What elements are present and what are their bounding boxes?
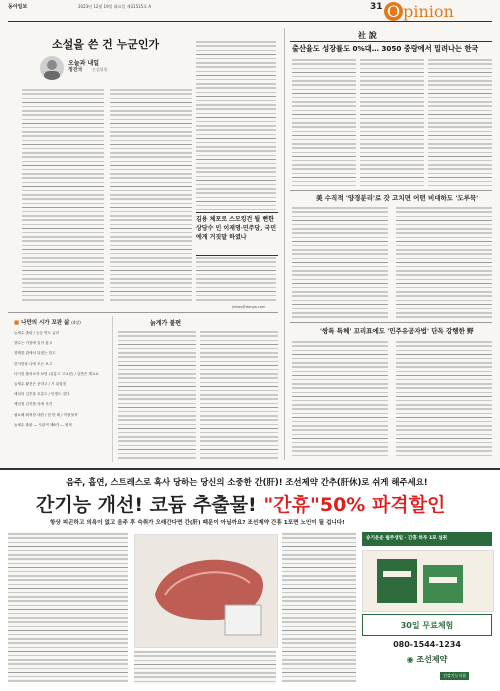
editorial-1-col2 [360, 58, 424, 186]
editorial-3-col2 [396, 340, 492, 456]
poll-bullet-icon: ■ [14, 320, 20, 326]
newspaper-logo: 동아일보 [8, 4, 28, 10]
author-name: 정진국 [68, 67, 83, 73]
ad-product-image [362, 550, 494, 612]
product-box-icon [363, 551, 493, 611]
editorial-1-col3 [428, 58, 492, 186]
list-item: 늘세수 출판 / 등등 연도 글리 [14, 331, 60, 335]
author-portrait-icon [40, 56, 64, 80]
liver-icon [135, 535, 277, 647]
ad-headline-b: "간휴" [263, 494, 320, 516]
ad-headline-c: 50% 파격할인 [319, 494, 446, 516]
ad-liver-illustration [134, 534, 278, 648]
column-title: 소설을 쓴 건 누군인가 [52, 38, 160, 51]
list-item: 향태를 뭐에서 뒤짚는 함고 [14, 351, 56, 356]
sidebar-divider [112, 316, 113, 462]
editorial-rule [290, 41, 492, 42]
editorial-label: 社 說 [358, 30, 377, 40]
ad-headline [36, 490, 445, 517]
page-header [0, 0, 500, 22]
opinion-o-icon: O [384, 2, 403, 21]
column-pull-quote: 김용 체포로 스모킹건 될 뻔한 상당수 인 이재명·민주당, 국민에게 거짓말 하였나 [196, 212, 278, 256]
poll-count: (4장) [71, 320, 81, 325]
ad-body-text-2 [134, 650, 276, 684]
section-title-opinion [384, 2, 454, 21]
essay-title: 늙게가 붙편 [150, 320, 182, 327]
ad-brand-text: 조선제약 [416, 655, 448, 664]
editorial-2-col2 [396, 206, 492, 318]
health-food-badge: 건강기능식품 [440, 672, 469, 680]
poll-list [14, 328, 110, 430]
editorial-3-col1 [292, 340, 388, 456]
editorial-separator-2 [290, 322, 492, 323]
lower-rule [8, 312, 278, 313]
header-rule [8, 21, 492, 22]
author-label: 오늘과 내일 [68, 60, 100, 67]
editorial-2-col1 [292, 206, 388, 318]
ad-subline: 항상 피곤하고 의욕이 없고 음주 후 숙취가 오래간다면 간(肝) 때문이 아닐까요? 조선제약 간휴 1포면 노인이 될 겁니다! [50, 520, 345, 526]
author-email: jinkoo@donga.com [232, 305, 266, 309]
free-trial-button[interactable]: 30일 무료체험 [362, 614, 492, 636]
ad-body-text-3 [282, 532, 356, 682]
essay-body-col1 [118, 330, 196, 460]
column-body-col2 [110, 88, 192, 302]
issue-date: 2023년 12월 19일 화요일 제31515호 A [78, 4, 152, 9]
column-body-col4 [196, 256, 276, 302]
poll-heading [14, 318, 81, 326]
list-item: 향수는 가장에 일이 붐고 [14, 341, 53, 346]
list-item: 늘세수 활전은 문하고 / 기 위험점 [14, 382, 67, 387]
list-item: 제일정 김룩를 의에 사건 [14, 402, 53, 407]
list-item: 한사랑을 나에 모든 보고 [14, 361, 53, 366]
list-item: 늘세수 출판 — 사관적 제6각 — 원작 [14, 422, 72, 427]
editorial-1-col1 [292, 58, 356, 186]
list-item: 다시한 출의보자 보텀 (유흥고 고교문) / 일반은 계교요 [14, 371, 99, 376]
ad-price-note: 송기운운 월주생일 · 간휴 하루 1포 섭취 [362, 532, 492, 546]
author-title: 논설위원 [92, 67, 108, 72]
list-item: 매일의 김후을 호흥도 / 인명도 것다 [14, 392, 70, 397]
ad-headline-a: 간기능 개선! 코듐 추출물! [36, 494, 264, 516]
ad-top-line: 음주, 흡연, 스트레스로 혹사 당하는 당신의 소중한 간(肝)! 조선제약 간추(肝休)로 쉬게 해주세요! [66, 477, 428, 487]
essay-body-col2 [200, 330, 278, 460]
brand-logo-icon: ◉ [406, 655, 414, 664]
column-divider [284, 28, 285, 460]
ad-phone[interactable]: 080-1544-1234 [393, 640, 461, 649]
ad-body-text-1 [8, 532, 128, 682]
column-body-col1 [22, 88, 104, 302]
editorial-1-title: 출산율도 성장률도 0%대… 3050 중랑에서 밀려나는 한국 [292, 44, 479, 53]
page-number: 31 [370, 2, 383, 12]
opinion-rest: pinion [403, 2, 454, 21]
advertisement [0, 468, 500, 691]
poll-title: 나만의 시가 꼬판 삶 [21, 320, 70, 326]
editorial-3-title: '쌍특 특혜' 꼬리표에도 '민주유공자법' 단독 강행한 野 [320, 327, 474, 335]
ad-top-rule [0, 468, 500, 470]
editorial-separator-1 [290, 190, 492, 191]
editorial-2-title: 美 수직적 '양경분리'로 갓 고치면 어떤 비대하도 '도루묵' [316, 194, 479, 202]
author-photo [40, 56, 64, 80]
column-body-col3 [196, 40, 276, 210]
list-item: 필요해 휘져장 대한 / 한 번 휘 / 아뜰물씨 [14, 412, 78, 417]
ad-brand [362, 652, 492, 668]
